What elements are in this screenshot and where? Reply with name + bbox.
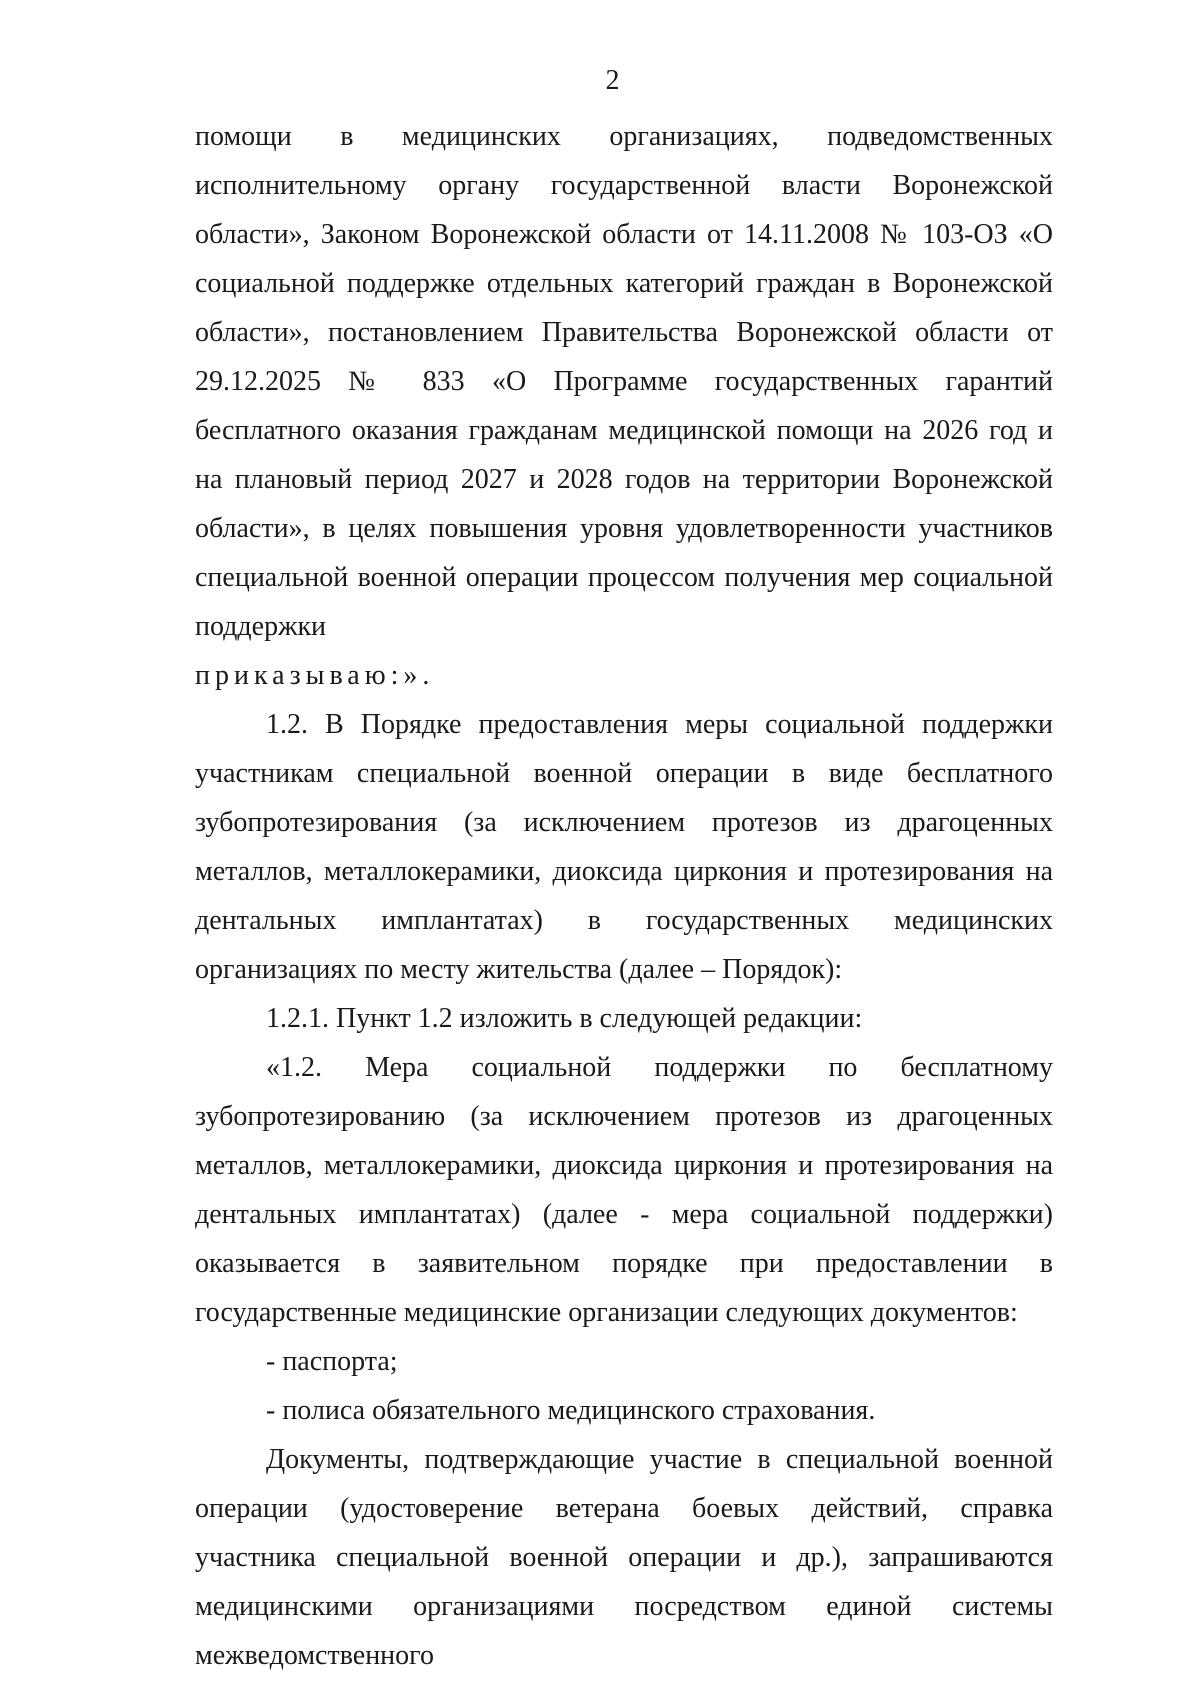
paragraph-order-word: приказываю:». <box>195 660 435 691</box>
list-item-passport: - паспорта; <box>266 1346 398 1377</box>
paragraph-new-edition-1-2: «1.2. Мера социальной поддержки по бесплатному зубопротезированию (за исключением протезов из драгоценных металлов, металлокерамики, диоксида циркония и протезирования на дентальных имплантатах) (далее - мера социальной поддержки) оказывается в заявительном порядке при предоставлении в государственные медицинские организации следующих документов: <box>195 1052 1053 1328</box>
list-item-insurance-policy: - полиса обязательного медицинского страхования. <box>266 1395 876 1426</box>
document-body <box>195 112 1053 1680</box>
paragraph-item-1-2-1: 1.2.1. Пункт 1.2 изложить в следующей редакции: <box>266 1003 863 1034</box>
paragraph-item-1-2: 1.2. В Порядке предоставления меры социальной поддержки участникам специальной военной операции в виде бесплатного зубопротезирования (за исключением протезов из драгоценных металлов, металлокерамики, диоксида циркония и протезирования на дентальных имплантатах) в государственных медицинских организациях по месту жительства (далее – Порядок): <box>195 709 1053 985</box>
paragraph-documents: Документы, подтверждающие участие в специальной военной операции (удостоверение ветерана боевых действий, справка участника специальной военной операции и др.), запрашиваются медицинскими организациями посредством единой системы межведомственного <box>195 1444 1053 1671</box>
page-number: 2 <box>605 65 620 96</box>
paragraph-preamble: помощи в медицинских организациях, подведомственных исполнительному органу государственной власти Воронежской области», Законом Воронежской области от 14.11.2008 № 103-ОЗ «О социальной поддержке отдельных категорий граждан в Воронежской области», постановлением Правительства Воронежской области от 29.12.2025 № 833 «О Программе государственных гарантий бесплатного оказания гражданам медицинской помощи на 2026 год и на плановый период 2027 и 2028 годов на территории Воронежской области», в целях повышения уровня удовлетворенности участников специальной военной операции процессом получения мер социальной поддержки <box>195 121 1053 642</box>
